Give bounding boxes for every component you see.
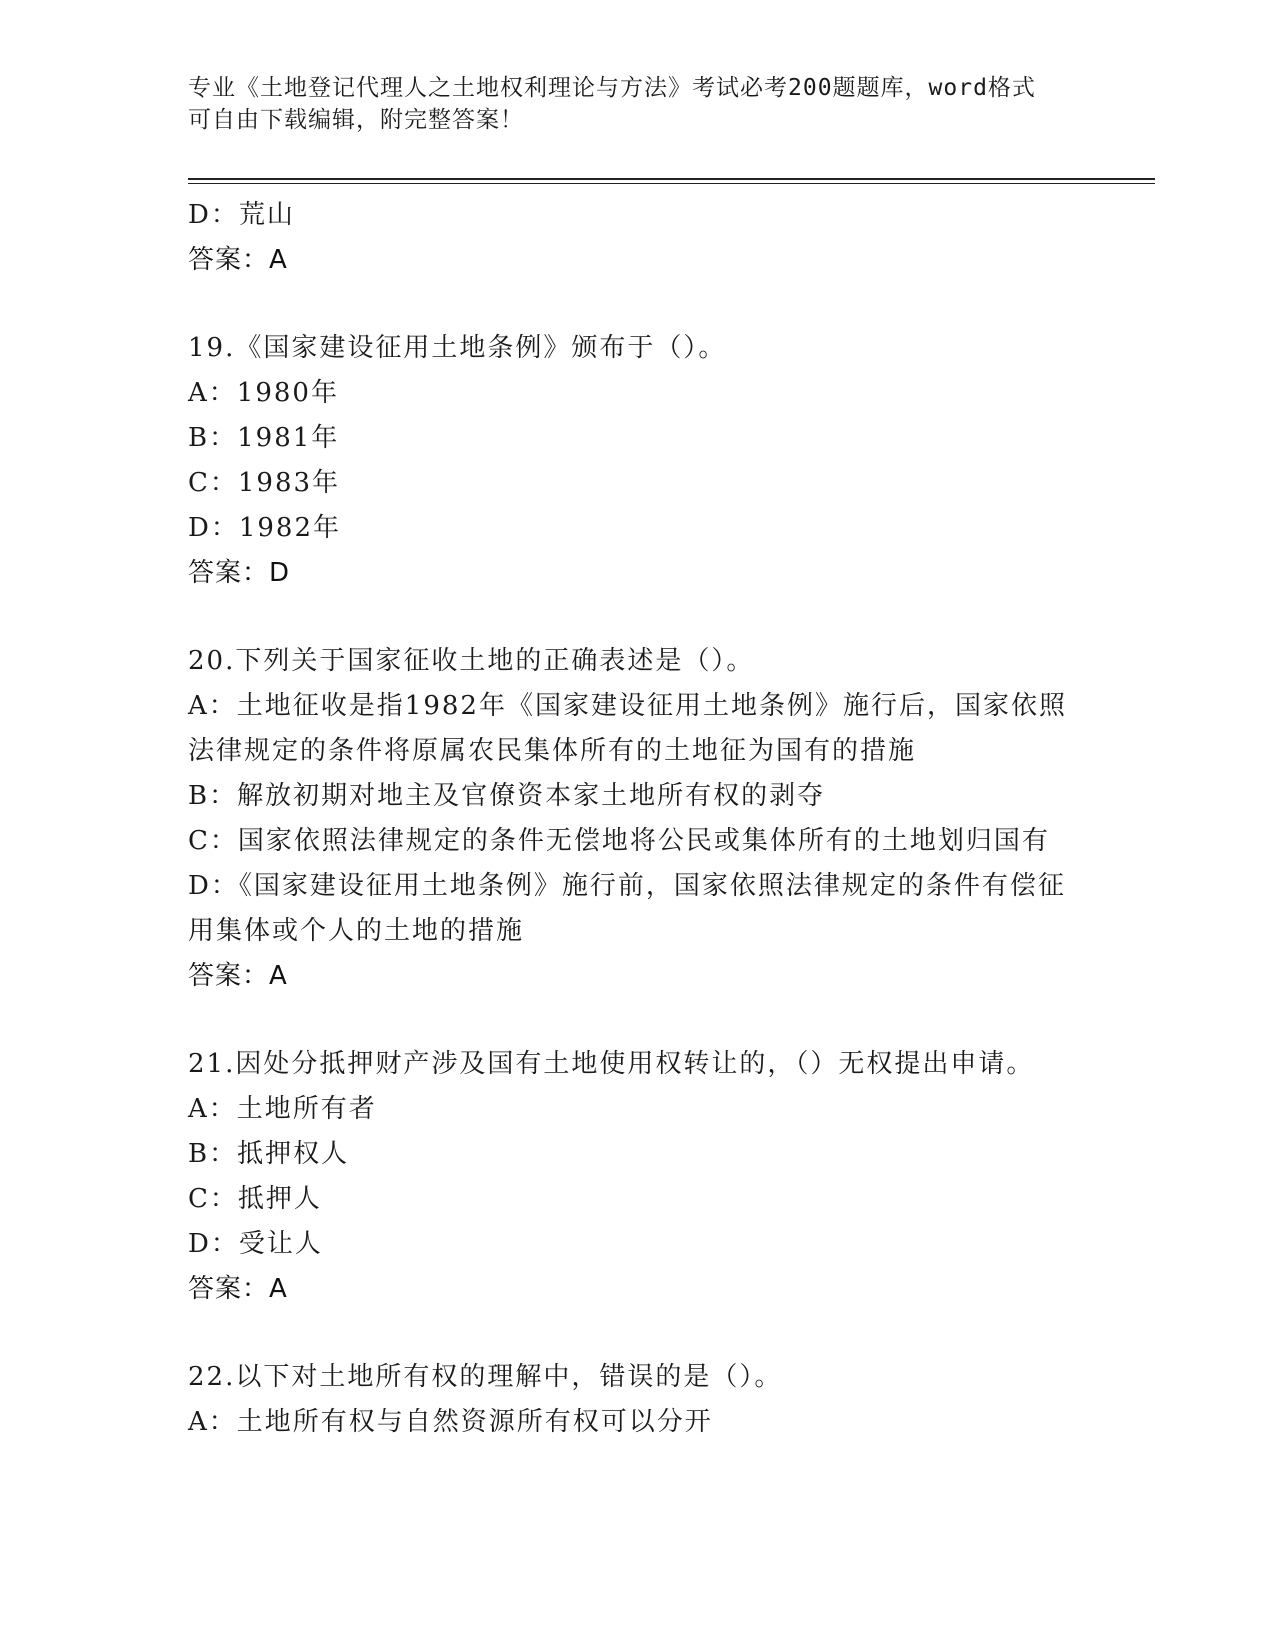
question-stem: 21.因处分抵押财产涉及国有土地使用权转让的，（）无权提出申请。 (188, 1049, 1035, 1079)
document-header (188, 72, 1068, 136)
option-b: B：抵押权人 (188, 1139, 350, 1169)
option-a: A：土地所有者 (188, 1094, 377, 1124)
question-21 (188, 1042, 1088, 1312)
question-stem: 22.以下对土地所有权的理解中，错误的是（）。 (188, 1362, 783, 1392)
option-d: D：受让人 (188, 1229, 323, 1259)
option-a: A：土地征收是指1982年《国家建设征用土地条例》施行后，国家依照法律规定的条件将原属农民集体所有的土地征为国有的措施 (188, 691, 1067, 766)
option-b: B：解放初期对地主及官僚资本家土地所有权的剥夺 (188, 781, 826, 811)
header-divider-thick (188, 178, 1155, 180)
option-c: C：国家依照法律规定的条件无偿地将公民或集体所有的土地划归国有 (188, 826, 1050, 856)
option-b: B：1981年 (188, 423, 340, 453)
option-a: A：1980年 (188, 378, 339, 408)
previous-question-tail (188, 193, 1088, 283)
question-list (188, 193, 1088, 1445)
header-title-line-2: 可自由下载编辑，附完整答案！ (188, 107, 524, 133)
question-stem: 20.下列关于国家征收土地的正确表述是（）。 (188, 646, 755, 676)
option-a: A：土地所有权与自然资源所有权可以分开 (188, 1407, 713, 1437)
option-d: D：荒山 (188, 200, 295, 230)
question-22 (188, 1355, 1088, 1445)
answer-line: 答案：A (188, 245, 288, 275)
option-d: D：《国家建设征用土地条例》施行前，国家依照法律规定的条件有偿征用集体或个人的土地的措施 (188, 871, 1066, 946)
answer-line: 答案：A (188, 961, 288, 991)
question-20 (188, 639, 1088, 999)
question-stem: 19.《国家建设征用土地条例》颁布于（）。 (188, 333, 727, 363)
header-title-line-1: 专业《土地登记代理人之土地权利理论与方法》考试必考200题题库，word格式 (188, 75, 1036, 101)
answer-line: 答案：A (188, 1274, 288, 1304)
option-d: D：1982年 (188, 513, 342, 543)
option-c: C：1983年 (188, 468, 341, 498)
question-19 (188, 326, 1088, 596)
answer-line: 答案：D (188, 558, 291, 588)
header-divider-thin (188, 183, 1155, 184)
option-c: C：抵押人 (188, 1184, 322, 1214)
